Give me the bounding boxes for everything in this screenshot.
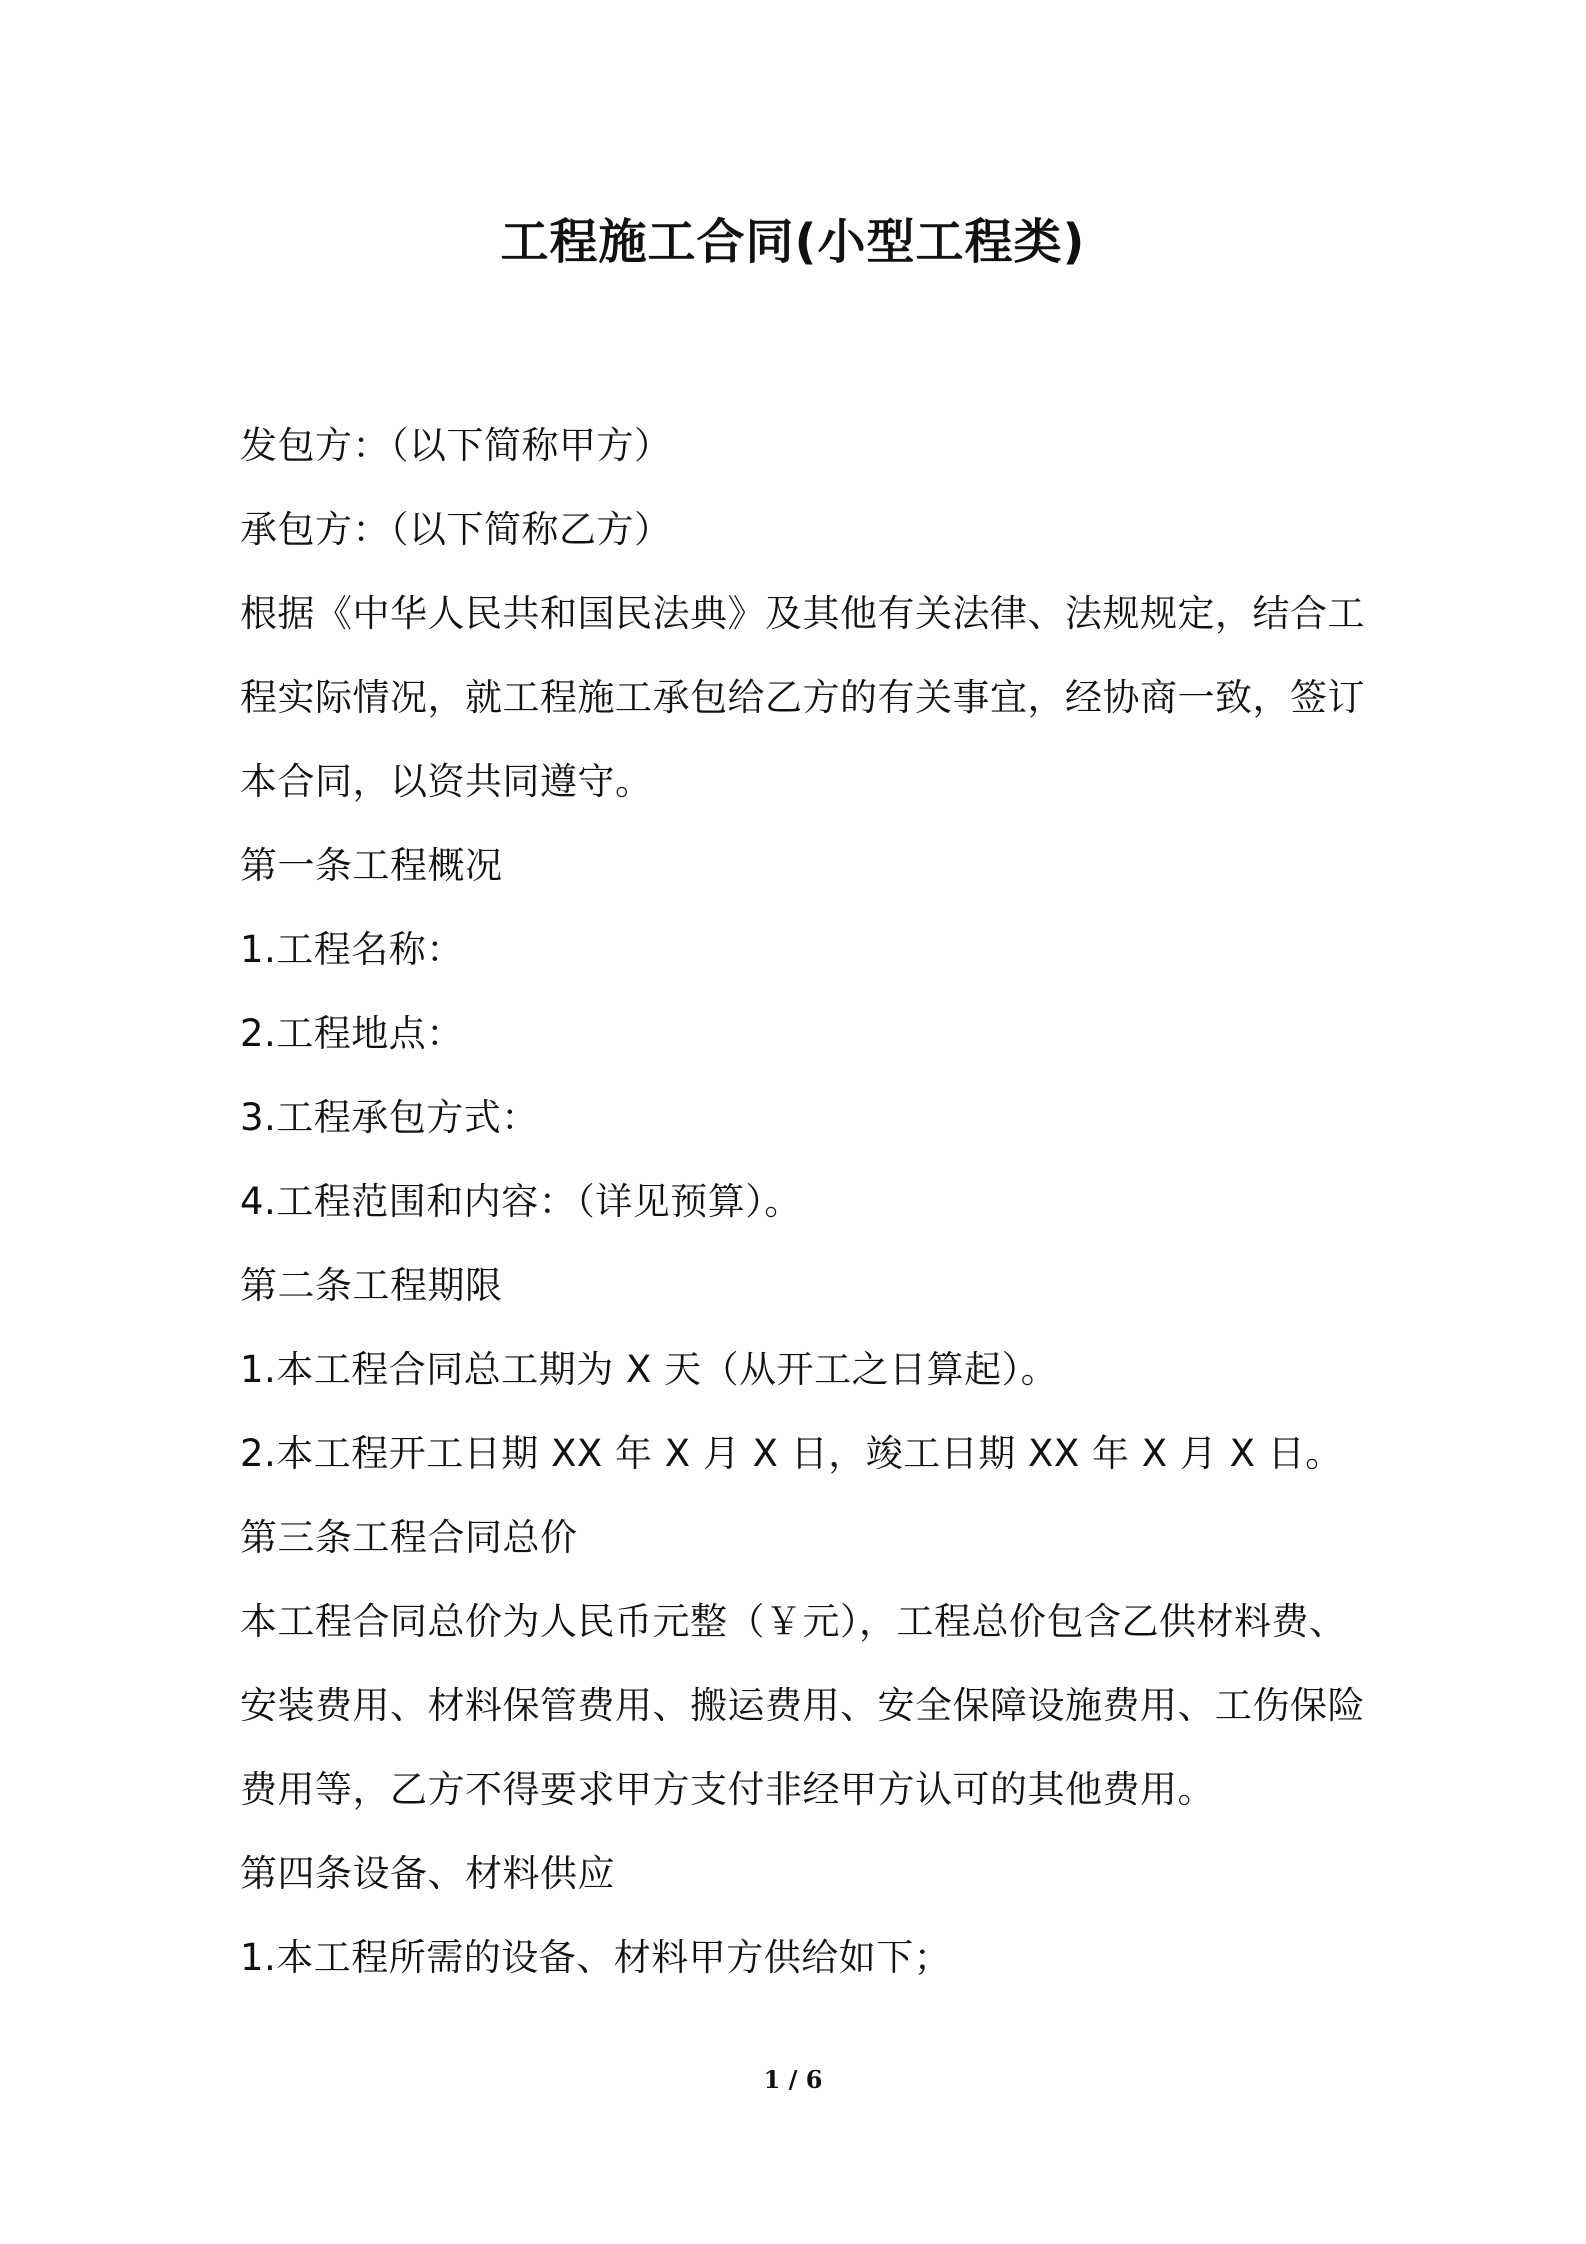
paragraph-line: 安装费用、材料保管费用、搬运费用、安全保障设施费用、工伤保险 [240,1684,1365,1727]
paragraph-line: 发包方：（以下简称甲方） [240,424,672,467]
page-number: 1 / 6 [763,2065,823,2094]
list-item: 1.本工程合同总工期为 X 天（从开工之日算起）。 [240,1348,1059,1391]
list-item: 2.工程地点： [240,1012,464,1055]
paragraph-line: 本合同，以资共同遵守。 [240,760,653,803]
paragraph-line: 本工程合同总价为人民币元整（￥元），工程总价包含乙供材料费、 [240,1600,1347,1643]
section-heading: 第二条工程期限 [240,1264,503,1307]
paragraph-line: 费用等，乙方不得要求甲方支付非经甲方认可的其他费用。 [240,1768,1215,1811]
list-item: 3.工程承包方式： [240,1096,539,1139]
section-heading: 第三条工程合同总价 [240,1516,578,1559]
list-item: 2.本工程开工日期 XX 年 X 月 X 日，竣工日期 XX 年 X 月 X 日。 [240,1432,1343,1475]
list-item: 4.工程范围和内容：（详见预算）。 [240,1180,802,1223]
list-item: 1.本工程所需的设备、材料甲方供给如下； [240,1936,952,1979]
list-item: 1.工程名称： [240,928,464,971]
document-title: 工程施工合同(小型工程类) [500,214,1086,270]
paragraph-line: 程实际情况，就工程施工承包给乙方的有关事宜，经协商一致，签订 [240,676,1365,719]
document-body [240,404,1365,2000]
paragraph-line: 承包方：（以下简称乙方） [240,508,672,551]
paragraph-line: 根据《中华人民共和国民法典》及其他有关法律、法规规定，结合工 [240,592,1365,635]
section-heading: 第一条工程概况 [240,844,503,887]
section-heading: 第四条设备、材料供应 [240,1852,615,1895]
